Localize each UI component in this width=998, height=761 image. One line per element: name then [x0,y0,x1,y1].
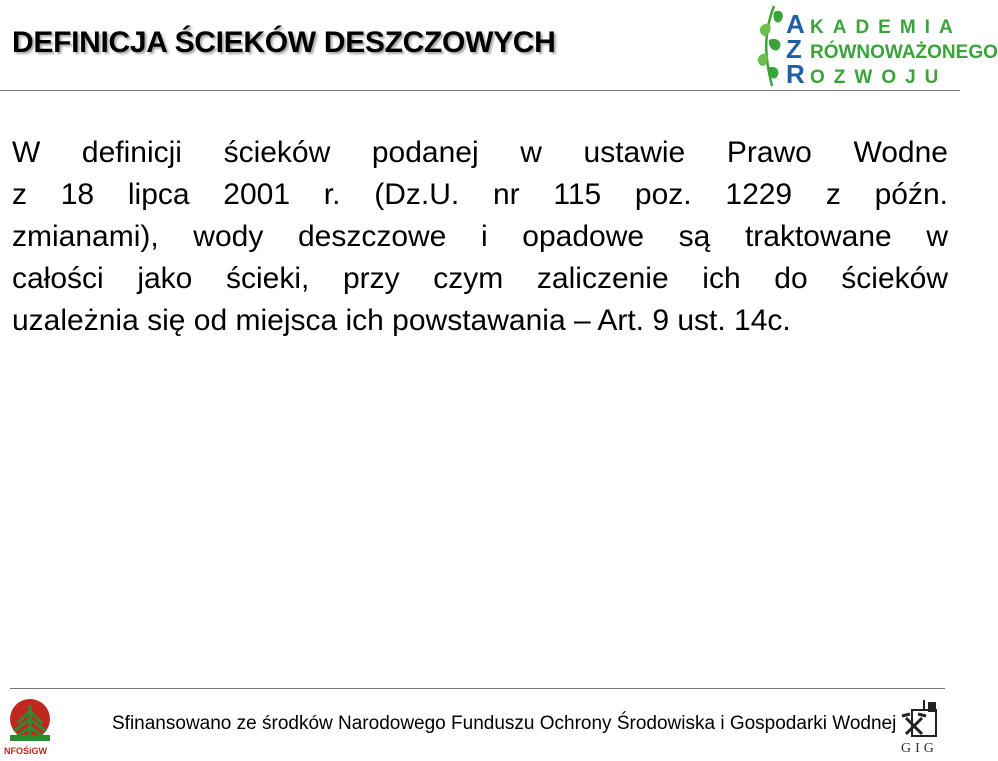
funding-note: Sfinansowano ze środków Narodowego Funduszu Ochrony Środowiska i Gospodarki Wodnej [112,713,897,734]
paragraph-line-3: zmianami), wody deszczowe i opadowe są traktowane w [12,220,948,253]
paragraph-line-1: W definicji ścieków podanej w ustawie Prawo Wodne [12,136,948,169]
slide-title: DEFINICJA ŚCIEKÓW DESZCZOWYCH [12,26,556,59]
definition-paragraph [12,132,948,342]
paragraph-line-5: uzależnia się od miejsca ich powstawania – Art. 9 ust. 14c. [12,304,791,337]
paragraph-line-4: całości jako ścieki, przy czym zaliczenie ich do ścieków [12,262,948,295]
header-divider [0,90,960,91]
logo-word-zrownowazonego: RÓWNOWAŻONEGO [810,42,998,63]
gig-label: GIG [901,741,938,756]
paragraph-line-2: z 18 lipca 2001 r. (Dz.U. nr 115 poz. 1229 z późn. [12,178,948,211]
logo-word-akademia: KADEMIA [810,17,962,38]
akademia-zrownowazonego-rozwoju-logo [752,2,998,89]
nfosigw-label: NFOŚiGW [4,746,47,756]
footer-divider [10,688,945,689]
logo-letter-r: R [786,59,805,89]
logo-word-rozwoju: OZWOJU [810,67,948,88]
logo-letter-a: A [786,9,805,39]
logo-letter-z: Z [786,34,802,64]
